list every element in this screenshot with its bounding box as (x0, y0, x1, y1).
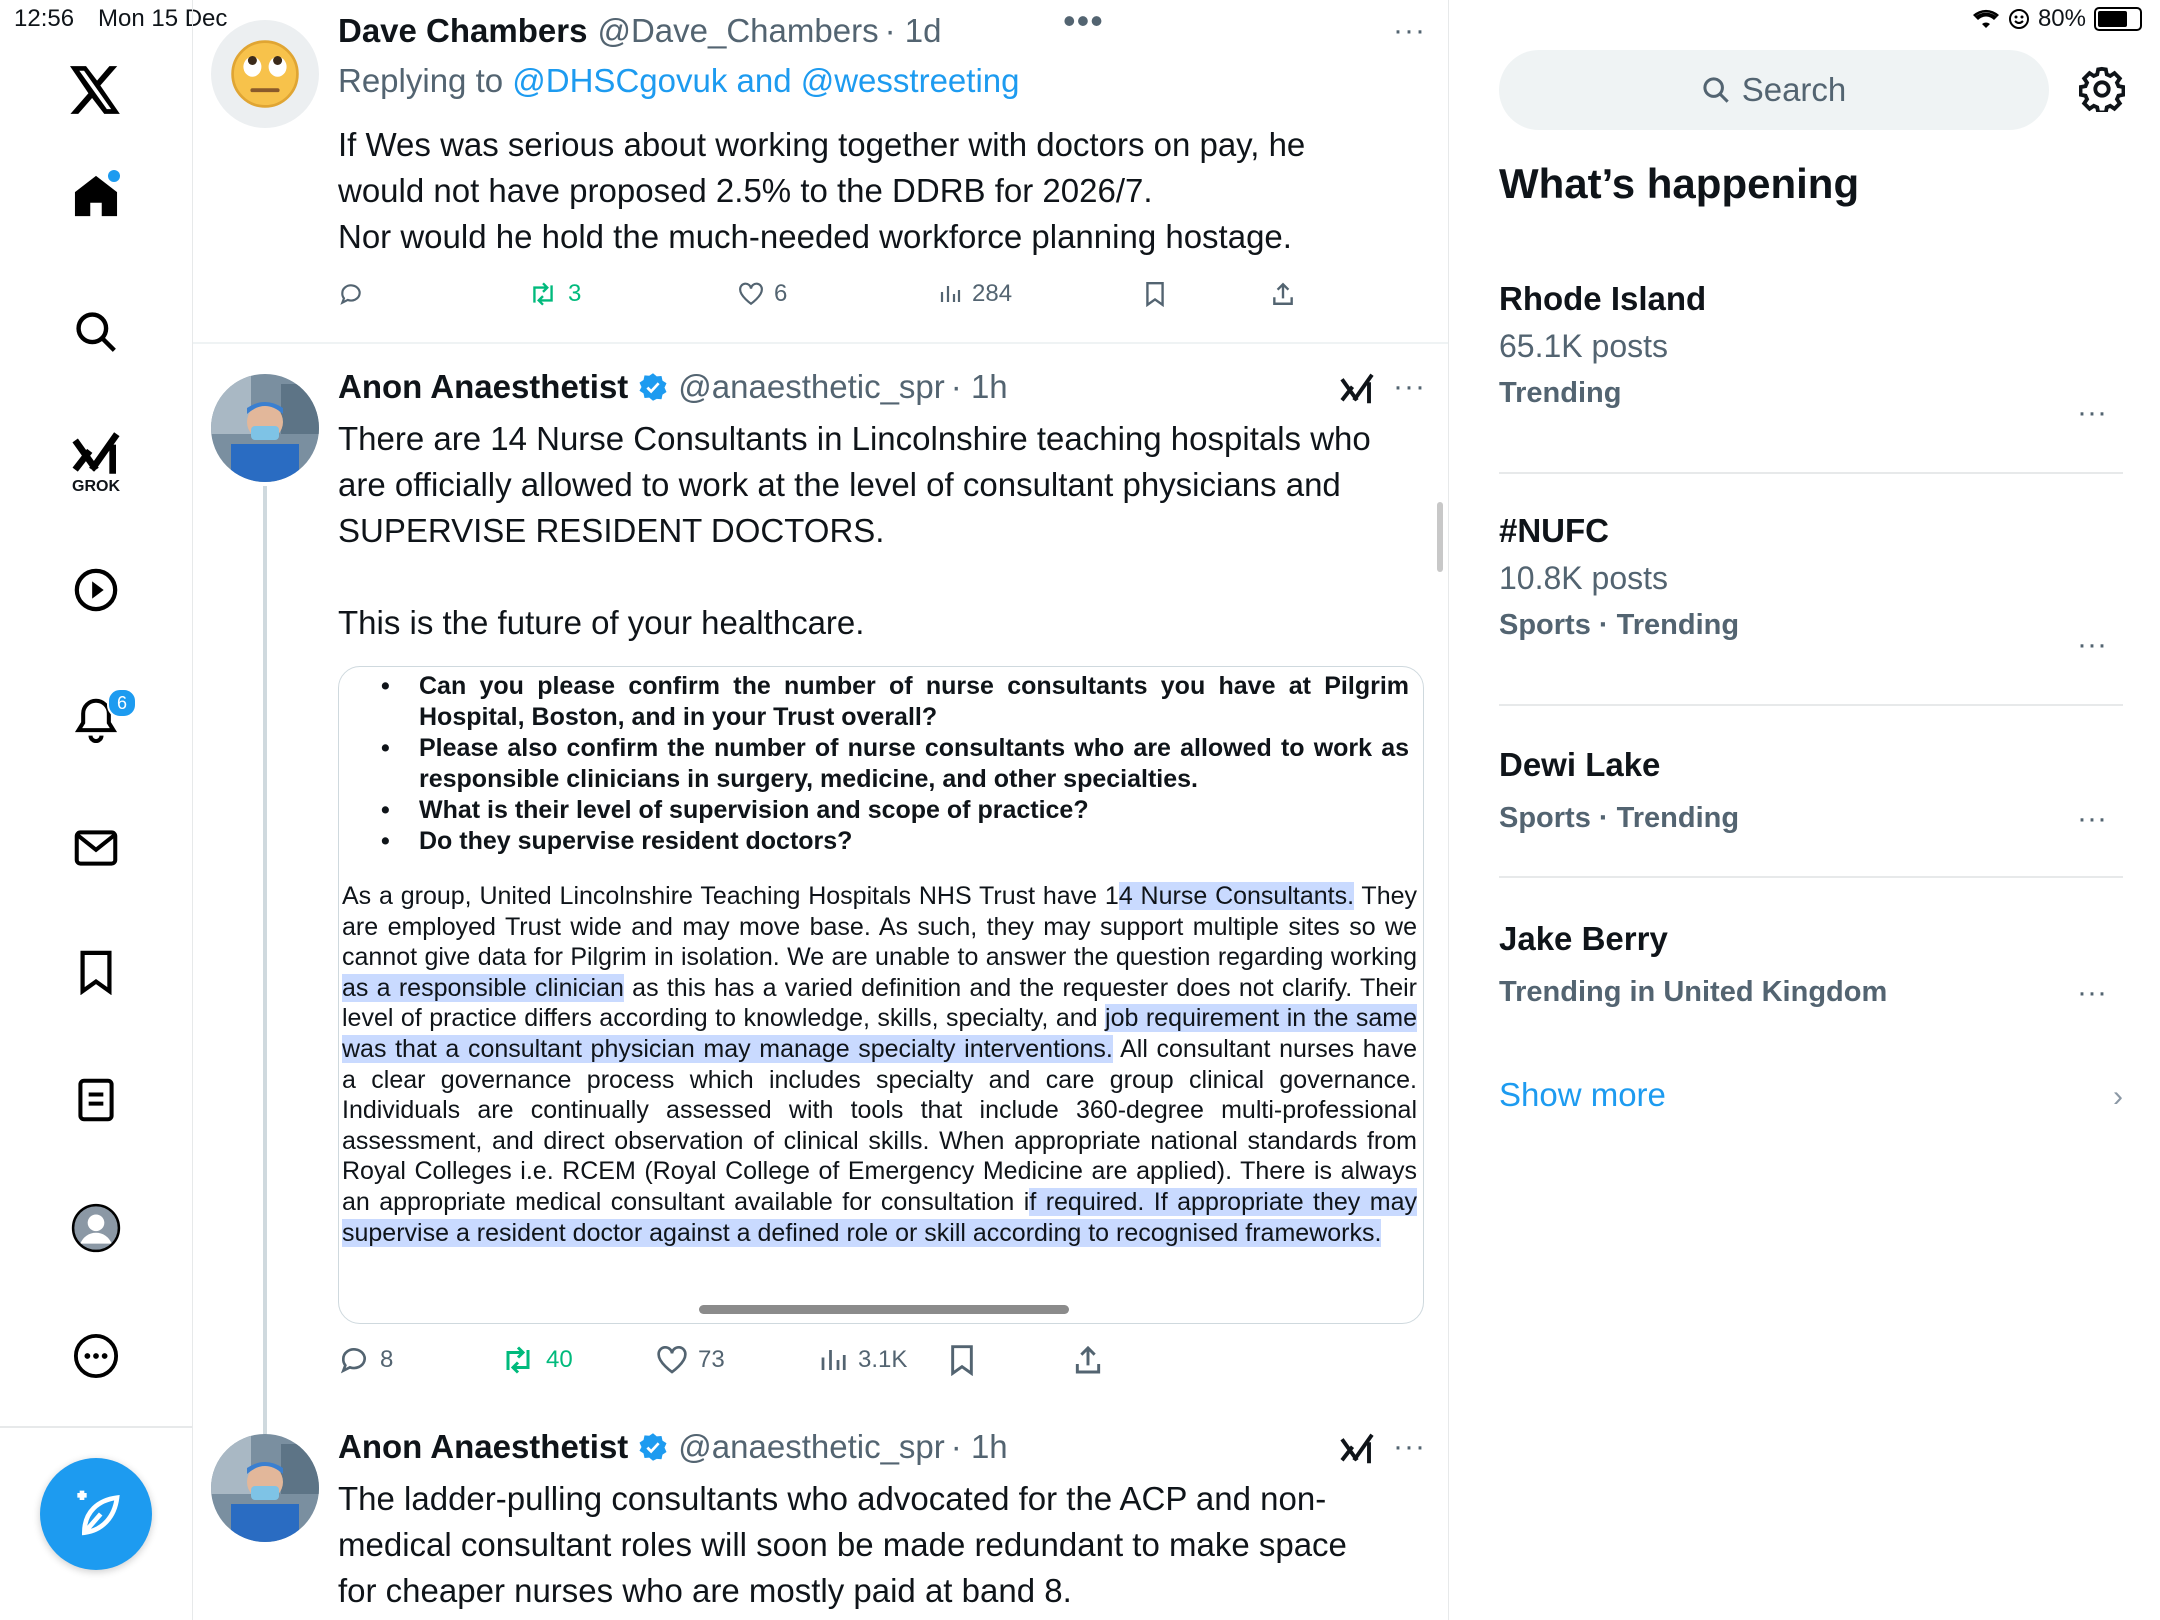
views-button[interactable] (818, 1338, 907, 1382)
grok-explain-icon[interactable] (1339, 372, 1375, 411)
repost-count: 40 (546, 1346, 573, 1373)
post-text: If Wes was serious about working together with doctors on pay, he would not have proposed 2.5% to the DDRB for 2026/7. Nor would he hold the much-needed workforce planning hostage. (338, 126, 1306, 255)
trend-more-icon[interactable]: ··· (2077, 976, 2107, 1009)
search-icon (1702, 76, 1730, 104)
home-icon[interactable] (70, 170, 122, 222)
post-text: There are 14 Nurse Consultants in Lincolnshire teaching hospitals who are officially allowed to work at the level of consultant physicians and SUPERVISE RESIDENT DOCTORS. This is the future of your healthcare. (338, 420, 1371, 641)
doc-text: All consultant nurses have a clear governance process which includes specialty and care group clinical governance. Individuals are continually assessed with tools that include 360-degree multi-professional assessment, and direct observation of clinical skills. When appropriate national standards from Royal Colleges i.e. RCEM (Royal College of Emergency Medicine are applied). There is always an appropriate medical consultant available for consultation i (342, 1034, 1417, 1216)
views-count: 284 (972, 280, 1013, 307)
doc-text: as this has a varied definition and the requester does not clarify. Their level of practice differs according to knowledge, skills, specialty, and (342, 973, 1417, 1033)
document-response (342, 881, 1417, 1248)
like-count: 73 (698, 1346, 725, 1373)
like-button[interactable] (738, 272, 787, 316)
post-actions (338, 272, 1388, 316)
show-more-link[interactable]: Show more (1499, 1076, 1666, 1113)
replying-to (338, 62, 1019, 100)
replying-prefix: Replying to (338, 62, 513, 99)
document-image[interactable] (338, 666, 1424, 1324)
bookmark-icon (1144, 281, 1166, 307)
trend-posts: 65.1K posts (1499, 328, 1668, 364)
grok-label: GROK (72, 478, 120, 495)
trend-more-icon[interactable]: ··· (2077, 396, 2107, 429)
x-logo-icon[interactable] (70, 64, 122, 116)
trend-divider (1499, 876, 2123, 878)
nav-divider (0, 1426, 192, 1428)
thread-connector-line (263, 486, 267, 1436)
trend-title: Rhode Island (1499, 280, 1707, 317)
compose-post-button[interactable] (40, 1458, 152, 1570)
reply-icon (338, 281, 364, 307)
feed-scrollbar[interactable] (1437, 502, 1443, 572)
doc-highlight: as a responsible clinician (342, 973, 624, 1002)
author-name[interactable]: Dave Chambers (338, 12, 588, 49)
home-unread-dot (108, 170, 120, 182)
avatar[interactable] (211, 20, 319, 128)
trend-posts: 10.8K posts (1499, 560, 1668, 596)
repost-icon (528, 281, 558, 307)
doc-text: They are employed Trust wide and may move base. As such, they may support multiple sites so we cannot give data for Pilgrim in isolation. We are unable to answer the question regarding working (342, 882, 1418, 972)
bookmark-icon (948, 1344, 976, 1376)
trend-context: Trending in United Kingdom (1499, 976, 1888, 1008)
trend-divider (1499, 704, 2123, 706)
doc-text: As a group, United Lincolnshire Teaching Hospitals NHS Trust have 1 (342, 882, 1119, 910)
status-date: Mon 15 Dec (98, 5, 228, 32)
verified-badge-icon (638, 372, 668, 402)
document-question: • What is their level of supervision and scope of practice? (419, 795, 1409, 826)
share-button[interactable] (1072, 1338, 1104, 1382)
profile-icon[interactable] (70, 1202, 122, 1254)
share-icon (1072, 1344, 1104, 1376)
document-question: • Do they supervise resident doctors? (419, 826, 1409, 857)
like-button[interactable] (656, 1338, 725, 1382)
trend-context: Trending (1499, 377, 1622, 409)
timeline-feed (193, 0, 1449, 1620)
heart-icon (738, 282, 764, 306)
compose-feather-icon (68, 1486, 124, 1542)
lists-icon[interactable] (70, 1074, 122, 1126)
author-name[interactable]: Anon Anaesthetist (338, 1428, 629, 1465)
trend-item[interactable] (1499, 512, 2123, 661)
bookmark-button[interactable] (1144, 272, 1166, 316)
reply-icon (338, 1344, 370, 1376)
trend-item[interactable] (1499, 280, 2123, 429)
trend-item[interactable] (1499, 746, 2123, 835)
post-time: · 1h (950, 368, 1008, 405)
post-header (338, 1428, 1008, 1466)
trend-title: Dewi Lake (1499, 746, 1661, 783)
search-field[interactable] (1499, 50, 2049, 130)
reply-button[interactable] (338, 1338, 393, 1382)
trend-divider (1499, 472, 2123, 474)
trend-context: Sports · Trending (1499, 802, 1740, 834)
search-placeholder: Search (1741, 71, 1847, 108)
avatar[interactable] (211, 374, 319, 482)
post-more-icon[interactable]: ··· (1393, 14, 1426, 47)
battery-percent: 80% (2037, 5, 2086, 32)
author-name[interactable]: Anon Anaesthetist (338, 368, 629, 405)
reply-count: 8 (380, 1346, 394, 1373)
document-question: • Please also confirm the number of nurse consultants who are allowed to work as responsible clinicians in surgery, medicine, and other specialties. (419, 733, 1409, 795)
post-divider (193, 342, 1448, 344)
post-actions (338, 1338, 1388, 1382)
left-nav (0, 0, 193, 1620)
post-text: The ladder-pulling consultants who advocated for the ACP and non- medical consultant roles will soon be made redundant to make space for cheaper nurses who are mostly paid at band 8. (338, 1480, 1347, 1609)
share-button[interactable] (1270, 272, 1296, 316)
avatar[interactable] (211, 1434, 319, 1542)
post-header (338, 368, 1008, 406)
doc-highlight: f required. If appropriate they may supervise a resident doctor against a defined role or skill according to recognised frameworks. (342, 1187, 1417, 1247)
right-sidebar (1449, 0, 2160, 1620)
notifications-badge: 6 (107, 688, 137, 718)
trend-title: #NUFC (1499, 512, 1610, 549)
search-icon[interactable] (70, 306, 122, 358)
repost-icon (500, 1345, 536, 1375)
eye-roll-emoji-icon (229, 38, 301, 110)
heart-icon (656, 1345, 688, 1375)
replying-to-link[interactable]: @DHSCgovuk and @wesstreeting (512, 62, 1020, 99)
repost-count: 3 (568, 280, 582, 307)
settings-gear-icon[interactable] (2079, 66, 2125, 117)
views-chart-icon (938, 282, 962, 306)
author-handle[interactable]: @Dave_Chambers (597, 12, 879, 49)
trend-context: Sports · Trending (1499, 609, 1740, 641)
whats-happening-heading: What’s happening (1499, 160, 1860, 207)
grok-icon (71, 432, 121, 476)
post-time: · 1h (950, 1428, 1008, 1465)
views-count: 3.1K (858, 1346, 908, 1373)
bookmark-button[interactable] (948, 1338, 976, 1382)
trend-item[interactable] (1499, 920, 2123, 1009)
repost-button[interactable] (528, 272, 581, 316)
grok-explain-icon[interactable] (1339, 1432, 1375, 1471)
thread-more-icon[interactable]: ••• (1063, 0, 1104, 41)
author-handle[interactable]: @anaesthetic_spr (678, 1428, 945, 1465)
views-chart-icon (818, 1345, 848, 1375)
views-button[interactable] (938, 272, 1012, 316)
share-icon (1270, 281, 1296, 307)
trend-more-icon[interactable]: ··· (2077, 802, 2107, 835)
chevron-right-icon: › (2113, 1080, 2123, 1113)
document-questions (339, 671, 1409, 857)
reply-button[interactable] (338, 272, 364, 316)
grok-nav[interactable] (70, 426, 122, 502)
post-more-icon[interactable]: ··· (1393, 370, 1426, 403)
post-header (338, 12, 941, 50)
post-more-icon[interactable]: ··· (1393, 1430, 1426, 1463)
post-time: · 1d (884, 12, 942, 49)
trend-title: Jake Berry (1499, 920, 1668, 957)
more-options-icon[interactable] (70, 1330, 122, 1382)
notifications-icon[interactable] (70, 692, 127, 746)
verified-badge-icon (638, 1432, 668, 1462)
bookmarks-icon[interactable] (70, 946, 122, 998)
status-time: 12:56 (14, 5, 75, 32)
trend-more-icon[interactable]: ··· (2077, 628, 2107, 661)
messages-icon[interactable] (70, 822, 122, 874)
like-count: 6 (774, 280, 788, 307)
video-play-icon[interactable] (70, 564, 122, 616)
document-question: • Can you please confirm the number of nurse consultants you have at Pilgrim Hospital, Boston, and in your Trust overall? (419, 671, 1409, 733)
doc-highlight: job requirement in the same was that a consultant physician may manage specialty interventions. (342, 1004, 1417, 1063)
repost-button[interactable] (500, 1338, 573, 1382)
author-handle[interactable]: @anaesthetic_spr (678, 368, 945, 405)
doc-highlight: 4 Nurse Consultants. (1118, 882, 1355, 910)
media-scrollbar[interactable] (699, 1305, 1069, 1314)
